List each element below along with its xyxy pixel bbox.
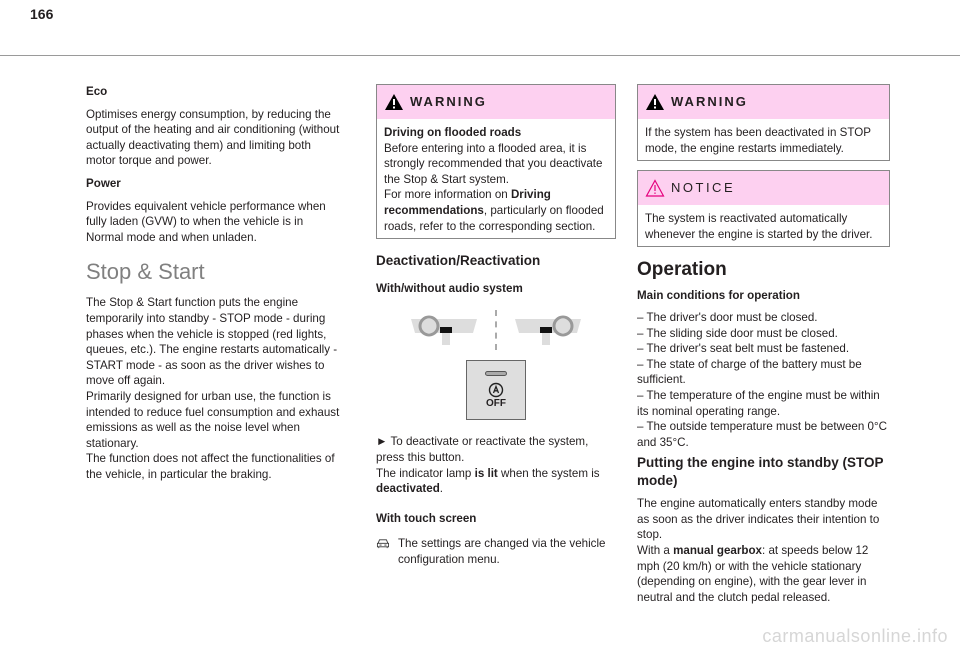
eco-text: Optimises energy consumption, by reducing the output of the heating and air conditioning (without actually deactivating them) and limiting both motor torque and power. <box>86 107 340 168</box>
warning-title: Driving on flooded roads <box>384 126 522 139</box>
header-divider <box>0 55 960 56</box>
auto-stop-icon <box>488 382 504 398</box>
touch-screen-note <box>376 536 616 567</box>
dashboard-illustration <box>376 310 616 350</box>
audio-subheading: With/without audio system <box>376 281 523 295</box>
lhd-dashboard-icon <box>409 313 479 347</box>
list-item: – The outside temperature must be between 0°C and 35°C. <box>637 420 887 449</box>
warning-icon <box>384 93 404 111</box>
text: : at speeds below 12 mph (20 km/h) or with the vehicle stationary (depending on engine), with the gear lever in neutral and the clutch pedal released. <box>637 544 869 604</box>
notice-label: NOTICE <box>671 180 736 196</box>
warning-box <box>376 84 616 239</box>
off-label: OFF <box>486 397 506 409</box>
power-text: Provides equivalent vehicle performance when fully laden (GVW) to when the vehicle is in Normal mode and when unladen. <box>86 199 326 244</box>
list-item: – The driver's seat belt must be fastened. <box>637 342 850 356</box>
page-number: 166 <box>30 6 54 22</box>
column-right <box>637 84 890 614</box>
conditions-list <box>637 310 890 450</box>
warning-box <box>637 84 890 161</box>
text: . <box>439 482 444 496</box>
indicator-text <box>376 466 616 497</box>
touch-subheading: With touch screen <box>376 511 477 525</box>
standby-p2 <box>637 543 890 605</box>
warning-text-more <box>384 187 608 234</box>
power-heading: Power <box>86 176 121 190</box>
notice-icon <box>645 179 665 197</box>
text: For more information on <box>384 188 511 202</box>
text-bold: manual gearbox <box>673 544 762 557</box>
column-middle <box>376 84 616 568</box>
rhd-dashboard-icon <box>513 313 583 347</box>
column-left <box>86 84 342 482</box>
list-item: – The temperature of the engine must be within its nominal operating range. <box>637 388 880 418</box>
instruction: ► To deactivate or reactivate the system, press this button. <box>376 435 589 464</box>
text-bold: deactivated <box>376 482 440 496</box>
notice-box <box>637 170 890 247</box>
list-item: – The driver's door must be closed. <box>637 311 818 324</box>
watermark: carmanualsonline.info <box>762 626 948 646</box>
list-item: – The sliding side door must be closed. <box>637 326 838 340</box>
standby-heading: Putting the engine into standby (STOP mode) <box>637 455 884 488</box>
stop-start-heading: Stop & Start <box>86 259 205 285</box>
stop-start-p2: Primarily designed for urban use, the function is intended to reduce fuel consumption and exhaust emissions as well as the noise level when stationary. <box>86 389 340 450</box>
vehicle-settings-icon <box>376 536 390 552</box>
text: The indicator lamp <box>376 466 475 480</box>
warning-label: WARNING <box>671 94 748 110</box>
touch-text: The settings are changed via the vehicle configuration menu. <box>397 537 606 566</box>
warning-text: Before entering into a flooded area, it is strongly recommended that you deactivate the Stop & Start system. <box>384 141 603 186</box>
stop-start-p1: The Stop & Start function puts the engine temporarily into standby - STOP mode - during phases when the vehicle is stopped (red lights, queues, etc.). The engine restarts automatically - START mode - as soon as the driver wishes to move off again. <box>86 296 338 388</box>
stop-start-p3: The function does not affect the functionalities of the vehicle, in particular the braking. <box>86 452 335 481</box>
warning-icon <box>645 93 665 111</box>
divider <box>495 310 497 350</box>
operation-heading: Operation <box>637 259 727 280</box>
conditions-heading: Main conditions for operation <box>637 289 800 302</box>
text: , particularly on flooded roads, refer to the corresponding section. <box>384 203 604 233</box>
warning-label: WARNING <box>410 94 487 110</box>
text-bold: is lit <box>474 466 498 480</box>
notice-text: The system is reactivated automatically whenever the engine is started by the driver. <box>645 212 873 241</box>
text: With a <box>637 544 674 557</box>
text: when the system is <box>497 466 600 480</box>
deactivation-heading: Deactivation/Reactivation <box>376 253 541 269</box>
text-bold: Driving recommendations <box>384 188 551 217</box>
indicator-lamp <box>485 371 507 376</box>
stop-start-off-button <box>466 360 526 420</box>
standby-p1: The engine automatically enters standby mode as soon as the driver indicates their intention to stop. <box>637 497 880 542</box>
warning-text: If the system has been deactivated in STOP mode, the engine restarts immediately. <box>645 126 871 155</box>
eco-heading: Eco <box>86 85 108 98</box>
list-item: – The state of charge of the battery must be sufficient. <box>637 357 862 387</box>
